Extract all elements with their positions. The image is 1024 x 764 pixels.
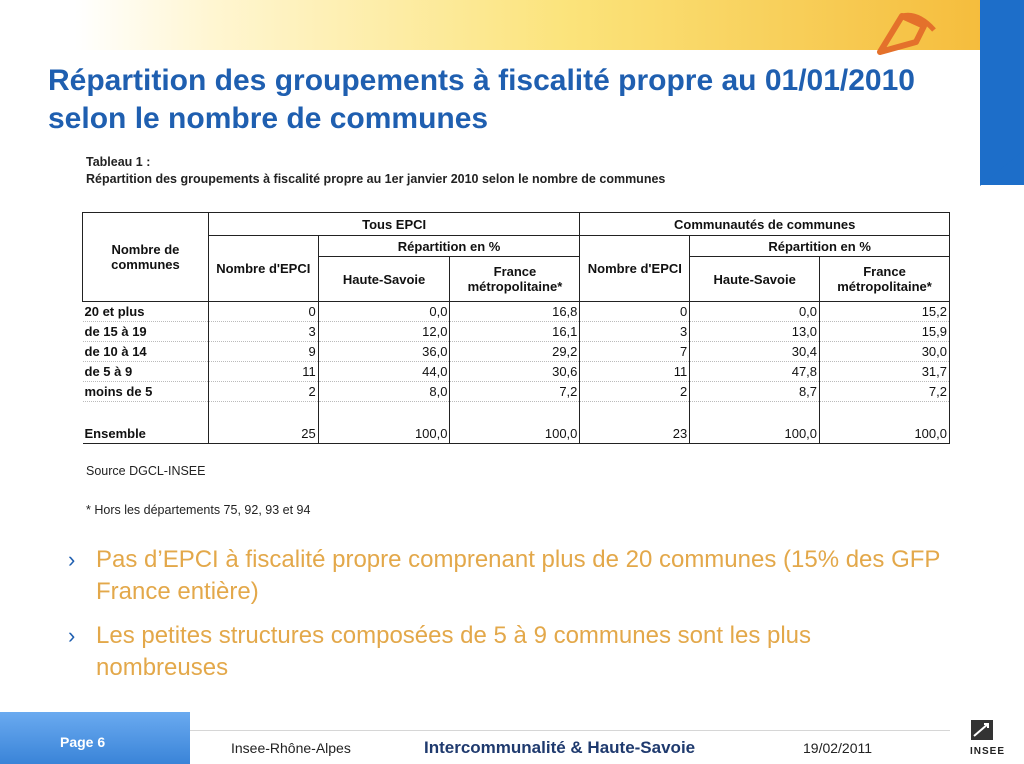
header-haute-savoie-1: Haute-Savoie	[318, 257, 450, 302]
cell: 30,4	[690, 342, 820, 362]
bullet-item	[68, 544, 948, 608]
table-row	[83, 322, 950, 342]
cell: 25	[208, 424, 318, 444]
table-row	[83, 342, 950, 362]
cell: 12,0	[318, 322, 450, 342]
table-row	[83, 362, 950, 382]
bullet-item	[68, 620, 948, 684]
cell: 30,0	[820, 342, 950, 362]
footer-organization: Insee-Rhône-Alpes	[231, 740, 351, 756]
cell: 7,2	[820, 382, 950, 402]
table-source: Source DGCL-INSEE	[86, 464, 206, 478]
page-number-box	[0, 712, 190, 764]
table-caption	[86, 154, 665, 188]
cell: 11	[208, 362, 318, 382]
cell: 23	[580, 424, 690, 444]
bullet-text: Les petites structures composées de 5 à 9 communes sont les plus nombreuses	[96, 622, 812, 681]
cell: 36,0	[318, 342, 450, 362]
row-label: de 10 à 14	[83, 342, 209, 362]
cell: 15,2	[820, 302, 950, 322]
table-row	[83, 382, 950, 402]
bullet-marker-icon: ›	[68, 623, 76, 648]
footer-divider	[190, 730, 950, 731]
page-number: Page 6	[60, 734, 106, 750]
cell: 2	[580, 382, 690, 402]
cell: 100,0	[450, 424, 580, 444]
cell: 29,2	[450, 342, 580, 362]
cell: 16,1	[450, 322, 580, 342]
table-spacer-row	[83, 402, 950, 425]
cell: 47,8	[690, 362, 820, 382]
cell: 11	[580, 362, 690, 382]
row-label: de 15 à 19	[83, 322, 209, 342]
cell: 31,7	[820, 362, 950, 382]
cell: 0	[580, 302, 690, 322]
cell: 9	[208, 342, 318, 362]
header-nombre-epci-1: Nombre d'EPCI	[208, 236, 318, 302]
table-row	[83, 302, 950, 322]
header-tous-epci: Tous EPCI	[208, 213, 580, 236]
cell: 0,0	[690, 302, 820, 322]
header-repartition-2: Répartition en %	[690, 236, 950, 257]
table-caption-line-1: Tableau 1 :	[86, 155, 151, 169]
cell: 100,0	[690, 424, 820, 444]
data-table	[82, 212, 950, 444]
cell: 13,0	[690, 322, 820, 342]
row-label: moins de 5	[83, 382, 209, 402]
header-haute-savoie-2: Haute-Savoie	[690, 257, 820, 302]
cell: 100,0	[318, 424, 450, 444]
cell: 3	[580, 322, 690, 342]
top-decorative-bar	[75, 0, 980, 50]
cell: 8,0	[318, 382, 450, 402]
cell: 7,2	[450, 382, 580, 402]
header-nombre-epci-2: Nombre d'EPCI	[580, 236, 690, 302]
footer-date: 19/02/2011	[803, 740, 873, 756]
cell: 16,8	[450, 302, 580, 322]
cell: 100,0	[820, 424, 950, 444]
cell: 0	[208, 302, 318, 322]
cell: 30,6	[450, 362, 580, 382]
slide-title: Répartition des groupements à fiscalité propre au 01/01/2010 selon le nombre de communes	[48, 64, 915, 135]
bullet-marker-icon: ›	[68, 547, 76, 572]
bullet-list	[68, 544, 948, 696]
table-footnote: * Hors les départements 75, 92, 93 et 94	[86, 503, 311, 517]
total-label: Ensemble	[83, 424, 209, 444]
header-communautes-de-communes: Communautés de communes	[580, 213, 950, 236]
row-label: de 5 à 9	[83, 362, 209, 382]
cell: 15,9	[820, 322, 950, 342]
row-label: 20 et plus	[83, 302, 209, 322]
cell: 44,0	[318, 362, 450, 382]
footer-topic: Intercommunalité & Haute-Savoie	[424, 738, 696, 757]
corner-logo-icon	[872, 8, 952, 58]
table-caption-line-2: Répartition des groupements à fiscalité propre au 1er janvier 2010 selon le nombre de communes	[86, 172, 666, 186]
header-repartition-1: Répartition en %	[318, 236, 580, 257]
cell: 0,0	[318, 302, 450, 322]
header-nombre-de-communes: Nombre de communes	[83, 213, 209, 302]
header-france-2: France métropolitaine*	[820, 257, 950, 302]
table-total-row	[83, 424, 950, 444]
cell: 8,7	[690, 382, 820, 402]
cell: 7	[580, 342, 690, 362]
insee-logo-label: INSEE	[970, 746, 1006, 757]
header-france-1: France métropolitaine*	[450, 257, 580, 302]
cell: 2	[208, 382, 318, 402]
insee-logo-icon	[968, 718, 996, 744]
bullet-text: Pas d’EPCI à fiscalité propre comprenant plus de 20 communes (15% des GFP France entière)	[96, 546, 940, 605]
cell: 3	[208, 322, 318, 342]
